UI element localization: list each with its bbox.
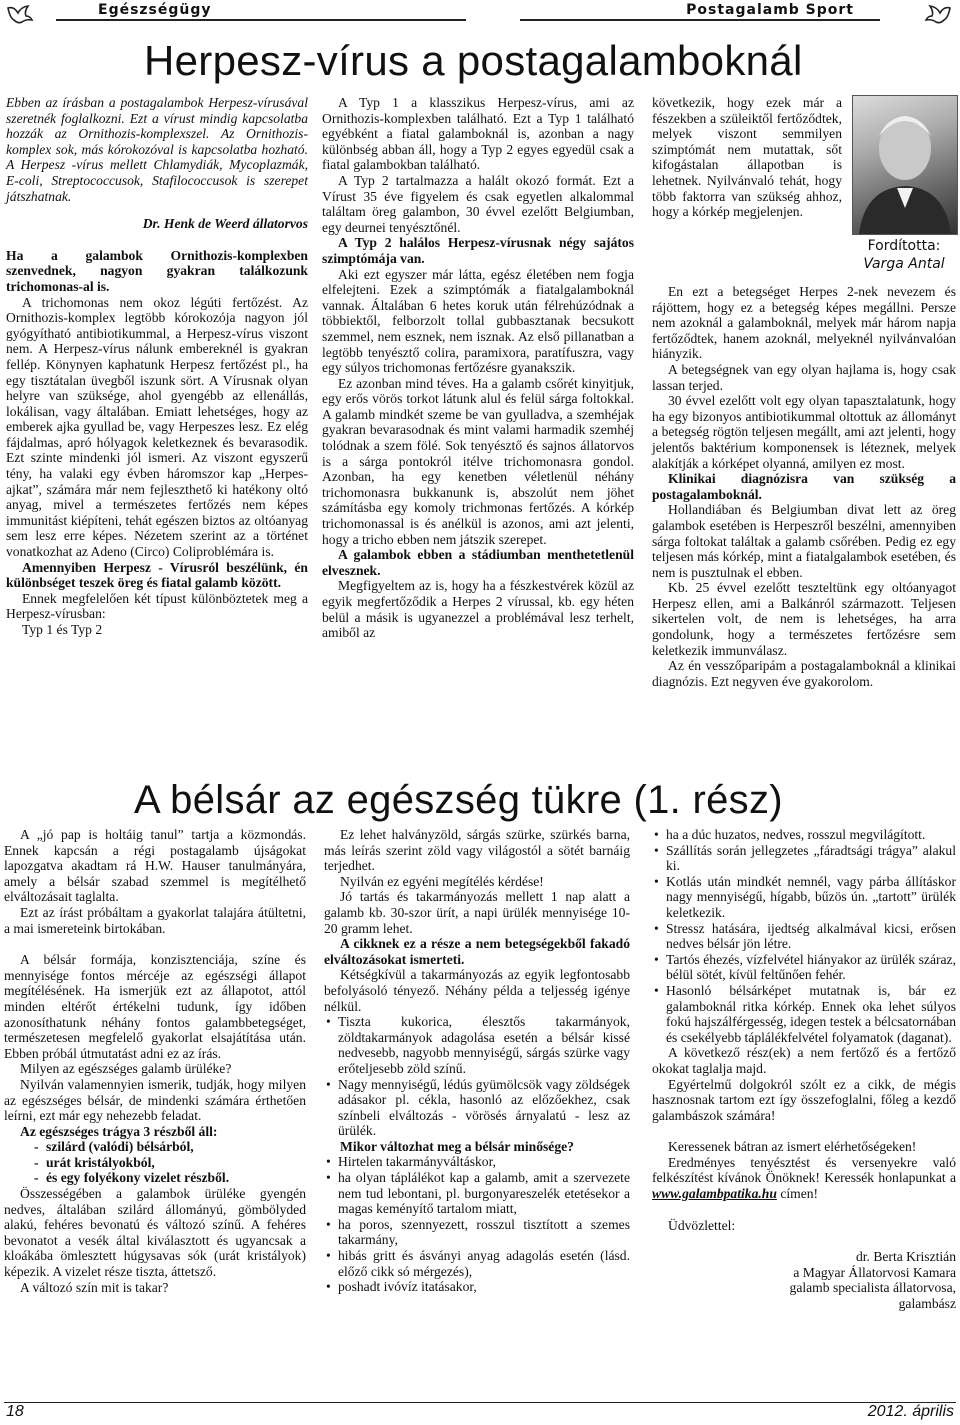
paragraph: A betegségnek van egy olyan hajlama is, hogy csak lassan terjed. — [652, 361, 956, 393]
list-item: • Nagy mennyiségű, lédús gyümölcsök vagy zöldségek adásakor pl. cékla, hasonló az előzőekhez, csak színbeli elváltozás - vörösés árnyalatú - lesz az ürülék. — [324, 1077, 630, 1139]
paragraph: Egyértelmű dolgokról szólt ez a cikk, de mégis hasznosnak tartom ezt így összefoglalni, főleg a kezdő galambászok számára! — [652, 1076, 956, 1123]
header-rule — [56, 19, 466, 21]
list-item: • Tiszta kukorica, élesztős takarmányok, zöldtakarmányok adagolása esetén a bélsár kissé nedvesebb, nagyobb mennyiségű, sárgás szürke vagy erőteljesebb zöld színű. — [324, 1014, 630, 1076]
translator-name: Varga Antal — [863, 256, 945, 272]
subheading: A galambok ebben a stádiumban menthetetlenül elvesznek. — [322, 547, 634, 578]
paragraph: A Typ 1 a klasszikus Herpesz-vírus, ami az Ornithozis-komplexben található. Ezt a Typ 1 található egyébként a fiatal galamboknál is, azonban a nagy különbség abban áll, hogy a Typ 2 egyes egyedül csak a fiatal galambokban található. — [322, 95, 634, 173]
section-label-left: Egészségügy — [98, 2, 212, 18]
article2-column-1 — [4, 827, 306, 1295]
translator-credit — [852, 237, 956, 273]
paragraph: Jó tartás és takarmányozás mellett 1 nap alatt a galamb kb. 30-szor ürít, a napi ürülék mennyisége 10-20 gramm lehet. — [324, 889, 630, 936]
article-author: Dr. Henk de Weerd állatorvos — [142, 216, 308, 232]
list-item: • ha olyan táplálékot kap a galamb, amit a szervezete nem tud lebontani, pl. burgonyareszelék etetésekor a magas keményítő tartalom miatt, — [324, 1170, 630, 1217]
list-item: • poshadt ivóvíz itatásakor, — [324, 1279, 630, 1295]
list-item: • Tartós éhezés, vízfelvétel hiányakor az ürülék száraz, bélül sötét, kívül feltűnően fehér. — [652, 952, 956, 983]
paragraph: Nyilván ez egyéni megítélés kérdése! — [340, 873, 544, 889]
translator-label: Fordította: — [867, 238, 941, 254]
article1-column-3 — [652, 284, 956, 689]
greeting: Üdvözlettel: — [668, 1217, 736, 1233]
subheading: A cikknek ez a része a nem betegségekből fakadó elváltozásokat ismerteti. — [324, 936, 630, 967]
section-label-right: Postagalamb Sport — [686, 2, 854, 18]
author-photo — [852, 95, 958, 235]
paragraph — [652, 1155, 956, 1202]
article-lead — [6, 95, 308, 204]
footer-rule — [4, 1402, 956, 1403]
paragraph: Keressenek bátran az ismert elérhetőségeken! — [668, 1139, 917, 1155]
header-rule — [520, 19, 880, 21]
change-causes-list — [324, 1154, 630, 1294]
signature-line: galamb specialista állatorvosa, — [789, 1280, 956, 1296]
website-link[interactable]: www.galambpatika.hu — [652, 1186, 777, 1202]
condition-list — [652, 827, 956, 1045]
article1-column-3-top — [652, 95, 842, 220]
pigeon-logo-icon — [924, 4, 952, 26]
paragraph: Typ 1 és Typ 2 — [22, 622, 103, 637]
paragraph: Kb. 25 évvel ezelőtt teszteltünk egy oltóanyagot Herpesz ellen, ami a Balkánról származott. Teljesen sikertelen volt, de nem is lehetséges, ha arra gondolunk, hogy a természetes fertőzésre sem keletkezik immunválasz. — [652, 580, 956, 658]
paragraph: Megfigyeltem az is, hogy ha a fészkestvérek közül az egyik megfertőződik a Herpes 2 vírussal, kb. egy héten belül a másik is ugyanezzel a problémával lesz terhelt, amiből az — [322, 578, 634, 641]
portrait-icon — [853, 96, 957, 234]
paragraph: 30 évvel ezelőtt volt egy olyan tapasztalatunk, hogy ha egy bizonyos antibiotikummal oltottuk az állományt a betegség rögtön teljesen megállt, ami azt jelenti, hogy jelentős baktérium komponensek is léteznek, melyek alakítják a kórképet olyanná, amilyen ez most. — [652, 393, 956, 471]
paragraph: A Typ 2 tartalmazza a halált okozó formát. Ezt a Vírust 35 éve figyelem és csak egyetlen alkalommal találtam öreg galambon, 30 évvel ezelőtt Belgiumban, egy deurnei tenyésztőnél. — [322, 172, 634, 235]
parts-list — [4, 1139, 306, 1186]
article1-column-1 — [6, 95, 308, 638]
issue-date: 2012. április — [867, 1403, 954, 1420]
paragraph: Ez lehet halványzöld, sárgás szürke, szürkés barna, más leírás szerint zöld vagy világostól a sötét barnáig terjedhet. — [324, 827, 630, 874]
paragraph: A „jó pap is holtáig tanul” tartja a közmondás. Ennek kapcsán a régi postagalamb újságokat lapozgatva akadtam rá H.W. Hauser tanulmányára, amely a bélsár szabad szemmel is megítélhető elváltozásait taglalta. — [4, 827, 306, 905]
paragraph: Az én vesszőparipám a postagalamboknál a klinikai diagnózis. Ezt negyven éve gyakorolom. — [652, 658, 956, 689]
lead-paragraph: Ebben az írásban a postagalambok Herpesz-vírusával szeretnék foglalkozni. Ezt a vírust mindig kapcsolatba hozzák az Ornithozis-komplexszel. Az Ornithozis-komplex sok, más kórokozóval is kapcsolatba hozható. A Herpesz -vírus mellett Chlamydiák, Mycoplazmák, E-coli, Streptococcusok, Stafilococcusok is szerepet játszhatnak. — [6, 95, 308, 204]
list-item: • ha a dúc huzatos, nedves, rosszul megvilágított. — [652, 827, 956, 843]
paragraph: En ezt a betegséget Herpes 2-nek nevezem és rájöttem, hogy ez a betegség képes megállni. Persze nem azoknál a galamboknál, melyek már három napja fertőződtek, hanem azoknál, melyeknél nyilvánvalóan hiányzik. — [652, 284, 956, 362]
pigeon-logo-icon — [6, 4, 34, 26]
paragraph: Ez azonban mind téves. Ha a galamb csőrét kinyitjuk, egy erős vörös torkot látunk alul és felül sárga foltokkal. A galamb mindkét szeme be van gyulladva, a szemhéjak gyakran bevarasodnak és mint valami harmadik szemhéj tolódnak a szem fölé. Sok tenyésztő és sajnos állatorvos is a sárga pontokról itélve trichomonasra gondol. Azonban, ha egy kenetben véletlenül néhány trichomonasra bukkanunk is, abszolút nem jöhet számításba egy komoly trichmonas fertőzés. A kórkép trichomonassal is és anélkül is azonos, ami azt jelenti, hogy a tricho ebben nem játszik szerepet. — [322, 375, 634, 547]
list-item: • hibás gritt és ásványi anyag adagolás esetén (lásd. előző cikk só mérgezés), — [324, 1248, 630, 1279]
subheading: Mikor változhat meg a bélsár minősége? — [340, 1138, 574, 1154]
paragraph: Ennek megfelelően két típust különböztetek meg a Herpesz-vírusban: — [6, 590, 308, 622]
paragraph: Nyilván valamennyien ismerik, tudják, hogy milyen az egészséges bélsár, de mindenki számára érthetően leírni, ezt már egy nehezebb feladat. — [4, 1076, 306, 1124]
list-item: • Hirtelen takarmányváltáskor, — [324, 1154, 630, 1170]
paragraph: A változó szín mit is takar? — [20, 1279, 169, 1295]
article-title: Herpesz-vírus a postagalamboknál — [144, 37, 803, 84]
article1-column-2 — [322, 95, 634, 641]
signature-line: galambász — [898, 1296, 956, 1312]
subheading: Ha a galambok Ornithozis-komplexben szenvednek, nagyon gyakran találkozunk trichomonas-al is. — [6, 247, 308, 294]
list-item: - és egy folyékony vizelet részből. — [32, 1170, 306, 1186]
list-item: - urát kristályokból, — [32, 1155, 306, 1171]
article2-column-2 — [324, 827, 630, 1295]
list-item: - szilárd (valódi) bélsárból, — [32, 1139, 306, 1155]
feed-effects-list — [324, 1014, 630, 1139]
list-item: • ha poros, szennyezett, rosszul tisztított a szemes takarmány, — [324, 1217, 630, 1248]
subheading: Az egészséges trágya 3 részből áll: — [20, 1123, 218, 1139]
paragraph: A következő rész(ek) a nem fertőző és a fertőző okokat taglalja majd. — [652, 1045, 956, 1076]
signature-name: dr. Berta Krisztián — [855, 1249, 956, 1265]
paragraph: Aki ezt egyszer már látta, egész életében nem fogja elfelejteni. Ezek a szimptómák a fiatalgalamboknál vannak. Általában 6 hetes koruk után félrehúzódnak a többiektől, felborzolt tollal gubbasztanak becsukott szemmel, nem esznek, nem isznak. Az első pillanatban a legtöbb tenyésztő colira, paramixora, paratífuszra, vagy egy súlyos trichomonas fertőzésre gyanakszik. — [322, 266, 634, 376]
paragraph: Milyen az egészséges galamb ürüléke? — [20, 1061, 232, 1077]
list-item: • Stressz hatására, ijedtség alkalmával kicsi, erősen nedves bélsár jön létre. — [652, 921, 956, 952]
subheading: Amennyiben Herpesz - Vírusról beszélünk, én különbséget teszek öreg és fiatal galamb között. — [6, 559, 308, 591]
closing-text: Eredményes tenyésztést és versenyekre való felkészítést kívánok Önöknek! Keressék honlapunkat a — [652, 1154, 956, 1186]
paragraph: A bélsár formája, konzisztenciája, színe és mennyisége fontos mércéje az egészségi állapot megítélésének. Ha ismerjük ezt az állapotot, attól minden eltérőt értékelni tudunk, így időben azonosíthatunk néhány fontos galambbetegséget, természetesen megfelelő gyakorlat elsajátítása után. Ebben próbál útmutatást adni ez az írás. — [4, 952, 306, 1061]
subheading: Klinikai diagnózisra van szükség a postagalamboknál. — [652, 471, 956, 502]
closing-text-end: címen! — [780, 1186, 819, 1202]
article2-column-3 — [652, 827, 956, 1312]
paragraph: Kétségkívül a takarmányozás az egyik legfontosabb befolyásoló tényező. Néhány példa a teljesség igénye nélkül. — [324, 967, 630, 1014]
page-number: 18 — [6, 1403, 24, 1420]
article-title: A bélsár az egészség tükre (1. rész) — [134, 778, 783, 822]
paragraph: Hollandiában és Belgiumban divat lett az öreg galambok esetében is Herpeszről beszélni, amennyiben sárga foltokat találtak a galamb csőrében. Pedig ez egy teljesen más kórkép, mint a fiatalgalambok esetében, és nem is pusztulnak el ebben. — [652, 502, 956, 580]
list-item: • Szállítás során jellegzetes „fáradtsági trágya” alakul ki. — [652, 843, 956, 874]
list-item: • Kotlás után mindkét nemnél, vagy párba állításkor nagy mennyiségű, hígabb, bűzös ún. „tartott” ürülék keletkezik. — [652, 874, 956, 921]
paragraph: Ezt az írást próbáltam a gyakorlat talajára átültetni, a mai ismereteink birtokában. — [4, 904, 306, 936]
paragraph: Összességében a galambok ürüléke gyengén nedves, általában szilárd állományú, gömbölyded alakú, fehéres bevonatú és változó színű. A fehéres bevonatot a vesék által kiválasztott és ugyancsak a kloákába ömlesztett húgysavas sók (urát kristályok) képezik. A vizelet része tiszta, áttetsző. — [4, 1186, 306, 1280]
paragraph: következik, hogy ezek már a fészekben a szüleiktől fertőződtek, melyek viszont semmilyen szimptómát nem mutattak, sőt kifogástalan állapotban is lehetnek. Nyilvánvaló tehát, hogy több faktorra van szükség ahhoz, hogy a kórkép megjelenjen. — [652, 95, 842, 220]
signature-line: a Magyar Állatorvosi Kamara — [793, 1264, 956, 1280]
subheading: A Typ 2 halálos Herpesz-vírusnak négy sajátos szimptómája van. — [322, 235, 634, 266]
list-item: • Hasonló bélsárképet mutatnak is, bár ez galamboknál ritka kórkép. Ennek oka lehet súlyos fokú hajszálférgesség, idegen testek a bélcsatornában és csekélyebb táplálékfelvétel folyamatok (daganat). — [652, 983, 956, 1045]
paragraph: A trichomonas nem okoz légúti fertőzést. Az Ornithozis-komplex legtöbb kórokozója nagyon jól gyógyítható antibiotikummal, a Herpesz-vírus viszont nem. A Herpesz-vírus nálunk embereknél is gyakran fellép. Könynyen kaphatunk Herpesz fertőzést pl., ha egy tisztátalan üvegből iszunk sört. A Vírusnak olyan helyre van szüksége, ahol gyengébb az ellenállás, lokálisan, vagy általában. Emiatt lehetséges, hogy az emberek ajka gyullad be, vagy Herpeszes lesz. Ez elég fájdalmas, apró hólyagok keletkeznek és bevarasodik. Ezt szinte mindenki jól ismeri. Az viszont egyszerű tény, ha valaki egy évben háromszor kap „Herpes-ajkat”, számára már nem fejleszthető ki hatékony oltó anyag, mivel a természetes fertőzés nem képes immunitást kiépíteni, tehát egészen biztos az oltóanyag sem lesz erre képes. Nézetem szerint az a történet vonatkozhat az Adeno (Circo) Coliproblémára is. — [6, 294, 308, 560]
